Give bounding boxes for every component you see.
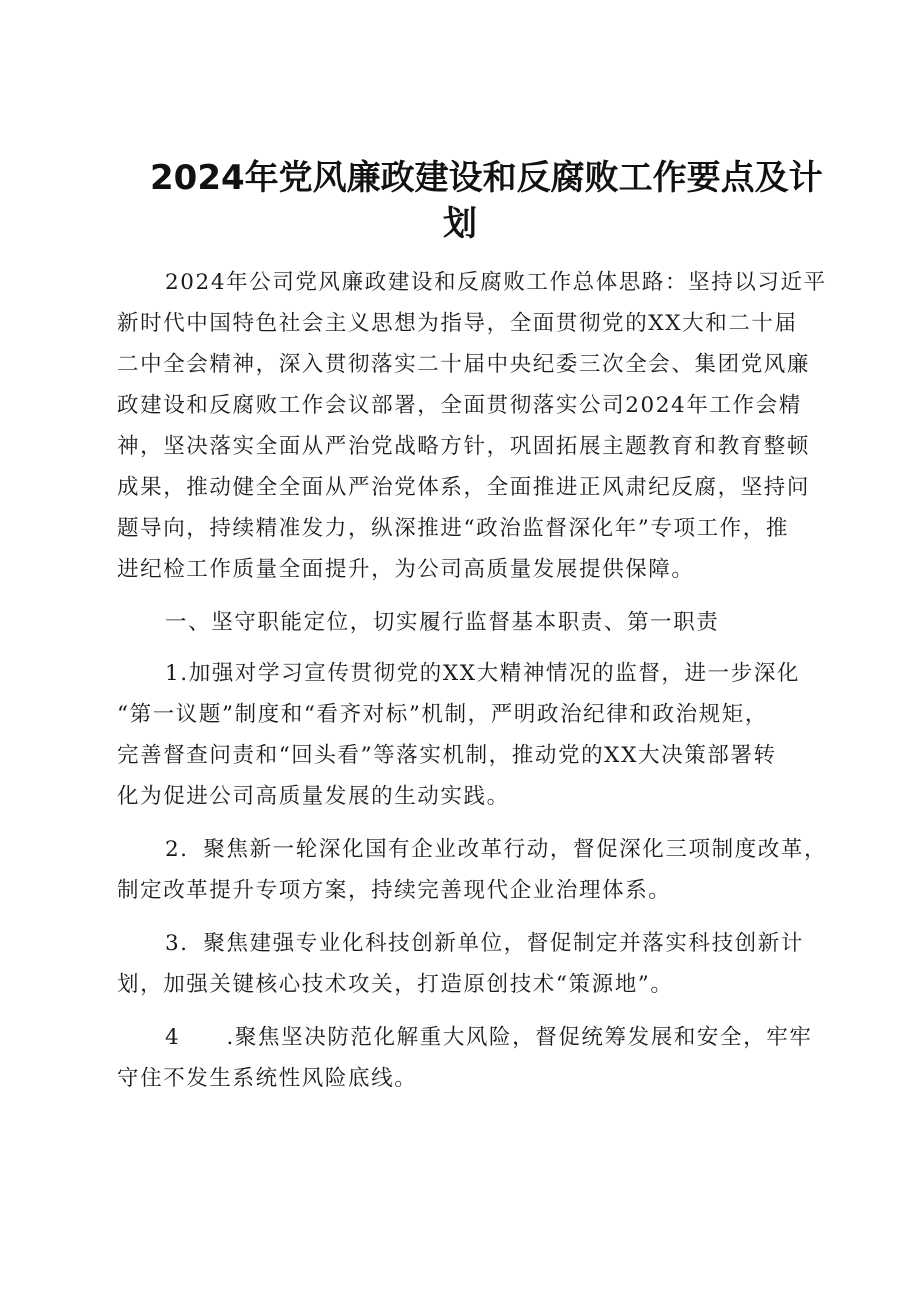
text-line: 二中全会精神，深入贯彻落实二十届中央纪委三次全会、集团党风廉 (117, 352, 811, 377)
text-line: 4 .聚焦坚决防范化解重大风险，督促统筹发展和安全，牢牢 (165, 1025, 813, 1050)
text-line: 2024年公司党风廉政建设和反腐败工作总体思路：坚持以习近平 (165, 270, 827, 295)
text-line: 划，加强关键核心技术攻关，打造原创技术“策源地”。 (117, 972, 674, 997)
text-line: 完善督查问责和“回头看”等落实机制，推动党的XX大决策部署转 (117, 743, 777, 768)
document-body (117, 262, 828, 1099)
title-line: 划 (443, 204, 477, 244)
paragraph-item-2 (117, 829, 828, 911)
text-line: “第一议题”制度和“看齐对标”机制，严明政治纪律和政治规矩， (117, 702, 768, 727)
text-line: 进纪检工作质量全面提升，为公司高质量发展提供保障。 (117, 557, 695, 582)
paragraph-item-4 (117, 1017, 817, 1099)
text-line: 3．聚焦建强专业化科技创新单位，督促制定并落实科技创新计 (165, 931, 804, 956)
heading-line: 一、坚守职能定位，切实履行监督基本职责、第一职责 (165, 610, 720, 635)
text-line: 化为促进公司高质量发展的生动实践。 (117, 784, 510, 809)
text-line: 题导向，持续精准发力，纵深推进“政治监督深化年”专项工作，推 (117, 516, 789, 541)
paragraph-overview (117, 262, 827, 590)
document-title (150, 155, 823, 247)
text-line: 成果，推动健全全面从严治党体系，全面推进正风肃纪反腐，坚持问 (117, 475, 811, 500)
text-line: 政建设和反腐败工作会议部署，全面贯彻落实公司2024年工作会精 (117, 393, 802, 418)
text-line: 2．聚焦新一轮深化国有企业改革行动，督促深化三项制度改革， (165, 837, 828, 862)
text-line: 新时代中国特色社会主义思想为指导，全面贯彻党的XX大和二十届 (117, 311, 798, 336)
text-line: 守住不发生系统性风险底线。 (117, 1066, 418, 1091)
section-heading (117, 602, 817, 643)
text-line: 神，坚决落实全面从严治党战略方针，巩固拓展主题教育和教育整顿 (117, 434, 811, 459)
paragraph-item-1 (117, 653, 817, 817)
text-line: 制定改革提升专项方案，持续完善现代企业治理体系。 (117, 878, 672, 903)
text-line: 1.加强对学习宣传贯彻党的XX大精神情况的监督，进一步深化 (165, 661, 801, 686)
paragraph-item-3 (117, 923, 817, 1005)
title-line: 2024年党风廉政建设和反腐败工作要点及计 (150, 158, 823, 198)
